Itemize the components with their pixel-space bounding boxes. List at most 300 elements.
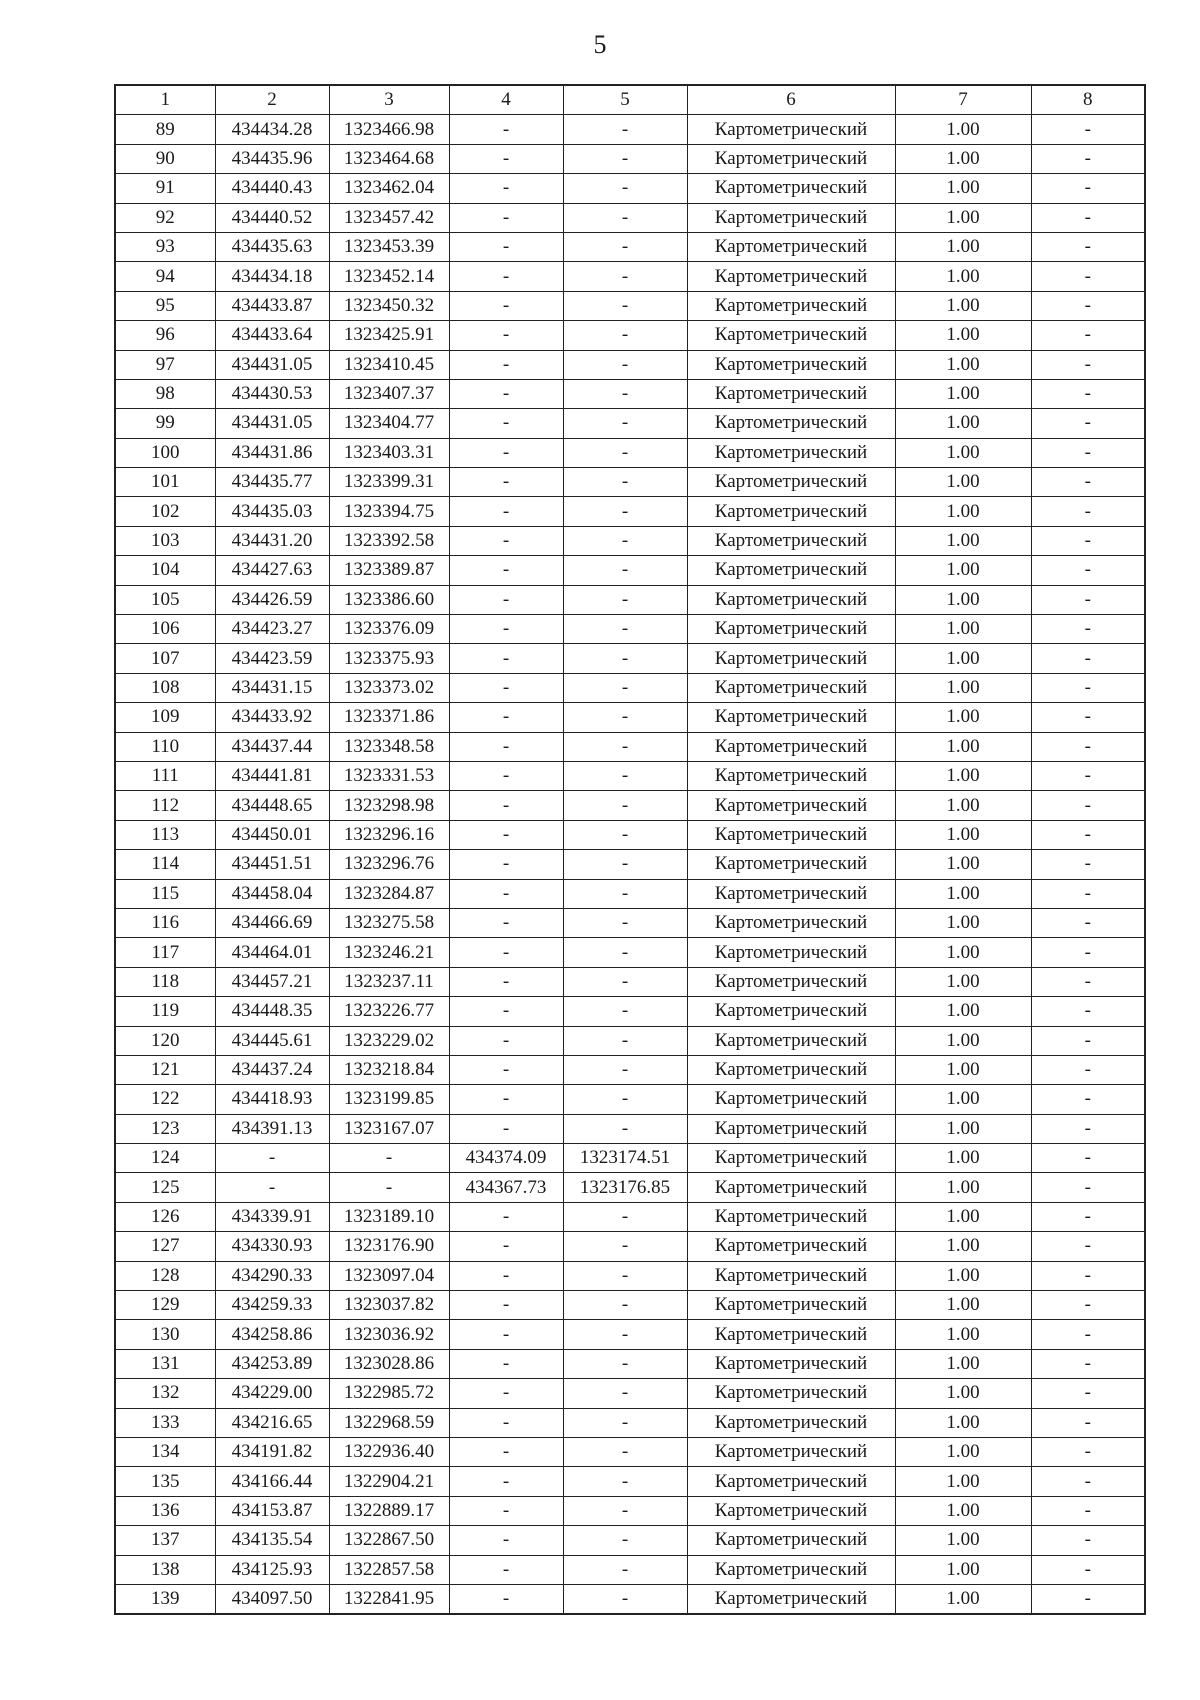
point-number-cell: 98 — [115, 379, 215, 408]
table-row — [115, 526, 1145, 555]
table-row — [115, 615, 1145, 644]
x-coordinate-cell: 434166.44 — [215, 1467, 329, 1496]
column-header: 2 — [215, 85, 329, 115]
table-row — [115, 791, 1145, 820]
point-number-cell: 89 — [115, 115, 215, 144]
y-alt-cell: - — [563, 644, 687, 673]
x-coordinate-cell: 434418.93 — [215, 1085, 329, 1114]
x-coordinate-cell: 434433.92 — [215, 703, 329, 732]
table-row — [115, 938, 1145, 967]
x-coordinate-cell: 434437.24 — [215, 1055, 329, 1084]
accuracy-cell: 1.00 — [895, 1437, 1031, 1466]
x-alt-cell: - — [449, 791, 563, 820]
y-alt-cell: - — [563, 144, 687, 173]
method-cell: Картометрический — [687, 262, 895, 291]
y-coordinate-cell: 1323284.87 — [329, 879, 449, 908]
y-coordinate-cell: 1323189.10 — [329, 1202, 449, 1231]
description-cell: - — [1031, 1173, 1145, 1202]
accuracy-cell: 1.00 — [895, 115, 1031, 144]
y-coordinate-cell: 1323199.85 — [329, 1085, 449, 1114]
method-cell: Картометрический — [687, 438, 895, 467]
y-coordinate-cell: 1323028.86 — [329, 1349, 449, 1378]
y-alt-cell: - — [563, 438, 687, 467]
point-number-cell: 93 — [115, 232, 215, 261]
x-alt-cell: - — [449, 615, 563, 644]
column-header: 8 — [1031, 85, 1145, 115]
table-row — [115, 1408, 1145, 1437]
accuracy-cell: 1.00 — [895, 1232, 1031, 1261]
description-cell: - — [1031, 791, 1145, 820]
accuracy-cell: 1.00 — [895, 1526, 1031, 1555]
point-number-cell: 115 — [115, 879, 215, 908]
x-alt-cell: - — [449, 262, 563, 291]
x-coordinate-cell: 434448.65 — [215, 791, 329, 820]
accuracy-cell: 1.00 — [895, 556, 1031, 585]
x-coordinate-cell: 434427.63 — [215, 556, 329, 585]
table-row — [115, 350, 1145, 379]
accuracy-cell: 1.00 — [895, 1144, 1031, 1173]
y-alt-cell: - — [563, 673, 687, 702]
method-cell: Картометрический — [687, 350, 895, 379]
x-coordinate-cell: 434229.00 — [215, 1379, 329, 1408]
x-coordinate-cell: 434435.63 — [215, 232, 329, 261]
method-cell: Картометрический — [687, 526, 895, 555]
table-row — [115, 1202, 1145, 1231]
x-coordinate-cell: 434451.51 — [215, 850, 329, 879]
x-alt-cell: - — [449, 820, 563, 849]
x-alt-cell: - — [449, 1026, 563, 1055]
description-cell: - — [1031, 232, 1145, 261]
x-alt-cell: - — [449, 938, 563, 967]
y-alt-cell: - — [563, 761, 687, 790]
table-row — [115, 556, 1145, 585]
x-coordinate-cell: 434431.20 — [215, 526, 329, 555]
table-row — [115, 1584, 1145, 1614]
y-coordinate-cell: 1323375.93 — [329, 644, 449, 673]
table-row — [115, 321, 1145, 350]
table-row — [115, 732, 1145, 761]
table-row — [115, 174, 1145, 203]
y-alt-cell: - — [563, 1291, 687, 1320]
method-cell: Картометрический — [687, 761, 895, 790]
method-cell: Картометрический — [687, 174, 895, 203]
y-alt-cell: - — [563, 791, 687, 820]
y-alt-cell: - — [563, 967, 687, 996]
x-alt-cell: - — [449, 232, 563, 261]
method-cell: Картометрический — [687, 1467, 895, 1496]
y-alt-cell: - — [563, 1555, 687, 1584]
point-number-cell: 125 — [115, 1173, 215, 1202]
table-row — [115, 1467, 1145, 1496]
point-number-cell: 121 — [115, 1055, 215, 1084]
description-cell: - — [1031, 321, 1145, 350]
point-number-cell: 94 — [115, 262, 215, 291]
y-coordinate-cell: 1323229.02 — [329, 1026, 449, 1055]
x-coordinate-cell: 434437.44 — [215, 732, 329, 761]
table-row — [115, 1496, 1145, 1525]
point-number-cell: 91 — [115, 174, 215, 203]
y-alt-cell: - — [563, 1261, 687, 1290]
y-coordinate-cell: 1323348.58 — [329, 732, 449, 761]
table-row — [115, 1055, 1145, 1084]
method-cell: Картометрический — [687, 203, 895, 232]
table-row — [115, 497, 1145, 526]
y-alt-cell: - — [563, 997, 687, 1026]
x-coordinate-cell: 434434.18 — [215, 262, 329, 291]
y-alt-cell: - — [563, 379, 687, 408]
y-alt-cell: - — [563, 350, 687, 379]
point-number-cell: 135 — [115, 1467, 215, 1496]
accuracy-cell: 1.00 — [895, 1320, 1031, 1349]
x-alt-cell: - — [449, 174, 563, 203]
description-cell: - — [1031, 1026, 1145, 1055]
table-row — [115, 232, 1145, 261]
y-coordinate-cell: 1323466.98 — [329, 115, 449, 144]
y-coordinate-cell: 1323425.91 — [329, 321, 449, 350]
x-coordinate-cell: 434433.87 — [215, 291, 329, 320]
description-cell: - — [1031, 585, 1145, 614]
column-header: 5 — [563, 85, 687, 115]
y-coordinate-cell: 1323246.21 — [329, 938, 449, 967]
x-coordinate-cell: - — [215, 1173, 329, 1202]
table-row — [115, 291, 1145, 320]
table-row — [115, 703, 1145, 732]
method-cell: Картометрический — [687, 1085, 895, 1114]
x-alt-cell: - — [449, 1349, 563, 1378]
table-row — [115, 850, 1145, 879]
accuracy-cell: 1.00 — [895, 732, 1031, 761]
y-alt-cell: - — [563, 1408, 687, 1437]
y-coordinate-cell: 1323464.68 — [329, 144, 449, 173]
accuracy-cell: 1.00 — [895, 1173, 1031, 1202]
table-body — [115, 115, 1145, 1614]
method-cell: Картометрический — [687, 1526, 895, 1555]
page-number: 5 — [593, 30, 607, 59]
x-coordinate-cell: 434440.43 — [215, 174, 329, 203]
point-number-cell: 95 — [115, 291, 215, 320]
x-coordinate-cell: 434464.01 — [215, 938, 329, 967]
point-number-cell: 119 — [115, 997, 215, 1026]
accuracy-cell: 1.00 — [895, 379, 1031, 408]
x-alt-cell: - — [449, 497, 563, 526]
point-number-cell: 123 — [115, 1114, 215, 1143]
table-row — [115, 379, 1145, 408]
y-alt-cell: - — [563, 321, 687, 350]
point-number-cell: 112 — [115, 791, 215, 820]
y-alt-cell: - — [563, 262, 687, 291]
table-row — [115, 1349, 1145, 1378]
table-row — [115, 468, 1145, 497]
x-coordinate-cell: 434445.61 — [215, 1026, 329, 1055]
y-alt-cell: - — [563, 115, 687, 144]
table-row — [115, 967, 1145, 996]
accuracy-cell: 1.00 — [895, 262, 1031, 291]
description-cell: - — [1031, 1085, 1145, 1114]
y-coordinate-cell: 1323275.58 — [329, 908, 449, 937]
table-row — [115, 1114, 1145, 1143]
method-cell: Картометрический — [687, 967, 895, 996]
table-row — [115, 1555, 1145, 1584]
description-cell: - — [1031, 291, 1145, 320]
y-coordinate-cell: 1323237.11 — [329, 967, 449, 996]
x-alt-cell: - — [449, 703, 563, 732]
point-number-cell: 130 — [115, 1320, 215, 1349]
accuracy-cell: 1.00 — [895, 908, 1031, 937]
x-alt-cell: 434374.09 — [449, 1144, 563, 1173]
y-coordinate-cell: 1323452.14 — [329, 262, 449, 291]
x-alt-cell: - — [449, 1291, 563, 1320]
description-cell: - — [1031, 644, 1145, 673]
table-row — [115, 1144, 1145, 1173]
method-cell: Картометрический — [687, 673, 895, 702]
x-alt-cell: - — [449, 1055, 563, 1084]
x-alt-cell: - — [449, 1555, 563, 1584]
x-coordinate-cell: 434391.13 — [215, 1114, 329, 1143]
accuracy-cell: 1.00 — [895, 850, 1031, 879]
x-alt-cell: - — [449, 1526, 563, 1555]
y-alt-cell: - — [563, 409, 687, 438]
method-cell: Картометрический — [687, 1584, 895, 1614]
x-alt-cell: - — [449, 526, 563, 555]
method-cell: Картометрический — [687, 232, 895, 261]
accuracy-cell: 1.00 — [895, 1349, 1031, 1378]
table-row — [115, 820, 1145, 849]
table-row — [115, 1173, 1145, 1202]
point-number-cell: 90 — [115, 144, 215, 173]
x-alt-cell: - — [449, 1408, 563, 1437]
point-number-cell: 131 — [115, 1349, 215, 1378]
column-header: 6 — [687, 85, 895, 115]
accuracy-cell: 1.00 — [895, 291, 1031, 320]
table-row — [115, 409, 1145, 438]
description-cell: - — [1031, 1379, 1145, 1408]
column-header: 4 — [449, 85, 563, 115]
table-row — [115, 203, 1145, 232]
table-row — [115, 1320, 1145, 1349]
x-coordinate-cell: 434423.27 — [215, 615, 329, 644]
y-alt-cell: 1323176.85 — [563, 1173, 687, 1202]
point-number-cell: 132 — [115, 1379, 215, 1408]
y-alt-cell: - — [563, 1496, 687, 1525]
accuracy-cell: 1.00 — [895, 761, 1031, 790]
column-header: 3 — [329, 85, 449, 115]
x-alt-cell: - — [449, 967, 563, 996]
point-number-cell: 102 — [115, 497, 215, 526]
method-cell: Картометрический — [687, 1261, 895, 1290]
description-cell: - — [1031, 820, 1145, 849]
accuracy-cell: 1.00 — [895, 967, 1031, 996]
method-cell: Картометрический — [687, 1555, 895, 1584]
table-row — [115, 1379, 1145, 1408]
point-number-cell: 117 — [115, 938, 215, 967]
x-coordinate-cell: 434433.64 — [215, 321, 329, 350]
description-cell: - — [1031, 1232, 1145, 1261]
point-number-cell: 129 — [115, 1291, 215, 1320]
table-row — [115, 585, 1145, 614]
description-cell: - — [1031, 1202, 1145, 1231]
y-coordinate-cell: 1323457.42 — [329, 203, 449, 232]
method-cell: Картометрический — [687, 1437, 895, 1466]
description-cell: - — [1031, 409, 1145, 438]
y-coordinate-cell: 1323371.86 — [329, 703, 449, 732]
y-coordinate-cell: 1323037.82 — [329, 1291, 449, 1320]
method-cell: Картометрический — [687, 1379, 895, 1408]
header-row — [115, 85, 1145, 115]
point-number-cell: 113 — [115, 820, 215, 849]
point-number-cell: 138 — [115, 1555, 215, 1584]
x-coordinate-cell: - — [215, 1144, 329, 1173]
x-alt-cell: - — [449, 115, 563, 144]
description-cell: - — [1031, 350, 1145, 379]
x-alt-cell: - — [449, 1584, 563, 1614]
method-cell: Картометрический — [687, 115, 895, 144]
description-cell: - — [1031, 997, 1145, 1026]
x-alt-cell: - — [449, 438, 563, 467]
y-alt-cell: - — [563, 615, 687, 644]
y-coordinate-cell: 1323331.53 — [329, 761, 449, 790]
x-alt-cell: - — [449, 321, 563, 350]
y-coordinate-cell: 1323373.02 — [329, 673, 449, 702]
accuracy-cell: 1.00 — [895, 350, 1031, 379]
description-cell: - — [1031, 1291, 1145, 1320]
accuracy-cell: 1.00 — [895, 1085, 1031, 1114]
description-cell: - — [1031, 879, 1145, 908]
accuracy-cell: 1.00 — [895, 1379, 1031, 1408]
y-alt-cell: - — [563, 468, 687, 497]
point-number-cell: 97 — [115, 350, 215, 379]
y-coordinate-cell: 1323097.04 — [329, 1261, 449, 1290]
x-alt-cell: 434367.73 — [449, 1173, 563, 1202]
x-alt-cell: - — [449, 379, 563, 408]
point-number-cell: 107 — [115, 644, 215, 673]
y-coordinate-cell: 1323218.84 — [329, 1055, 449, 1084]
x-coordinate-cell: 434430.53 — [215, 379, 329, 408]
y-alt-cell: - — [563, 1379, 687, 1408]
accuracy-cell: 1.00 — [895, 820, 1031, 849]
accuracy-cell: 1.00 — [895, 321, 1031, 350]
y-alt-cell: - — [563, 1467, 687, 1496]
method-cell: Картометрический — [687, 820, 895, 849]
method-cell: Картометрический — [687, 468, 895, 497]
y-alt-cell: - — [563, 291, 687, 320]
y-coordinate-cell: 1323176.90 — [329, 1232, 449, 1261]
point-number-cell: 105 — [115, 585, 215, 614]
x-coordinate-cell: 434426.59 — [215, 585, 329, 614]
y-coordinate-cell: 1323167.07 — [329, 1114, 449, 1143]
accuracy-cell: 1.00 — [895, 1026, 1031, 1055]
y-coordinate-cell: 1323403.31 — [329, 438, 449, 467]
table-row — [115, 1232, 1145, 1261]
x-coordinate-cell: 434153.87 — [215, 1496, 329, 1525]
accuracy-cell: 1.00 — [895, 526, 1031, 555]
y-alt-cell: - — [563, 879, 687, 908]
x-alt-cell: - — [449, 1379, 563, 1408]
x-coordinate-cell: 434259.33 — [215, 1291, 329, 1320]
method-cell: Картометрический — [687, 1291, 895, 1320]
description-cell: - — [1031, 556, 1145, 585]
point-number-cell: 116 — [115, 908, 215, 937]
accuracy-cell: 1.00 — [895, 703, 1031, 732]
table-row — [115, 262, 1145, 291]
x-alt-cell: - — [449, 144, 563, 173]
accuracy-cell: 1.00 — [895, 1555, 1031, 1584]
method-cell: Картометрический — [687, 1026, 895, 1055]
y-coordinate-cell: 1323462.04 — [329, 174, 449, 203]
x-coordinate-cell: 434253.89 — [215, 1349, 329, 1378]
point-number-cell: 128 — [115, 1261, 215, 1290]
description-cell: - — [1031, 1114, 1145, 1143]
table-row — [115, 115, 1145, 144]
table-row — [115, 908, 1145, 937]
y-coordinate-cell: 1322985.72 — [329, 1379, 449, 1408]
method-cell: Картометрический — [687, 938, 895, 967]
y-alt-cell: - — [563, 232, 687, 261]
description-cell: - — [1031, 262, 1145, 291]
table-row — [115, 1261, 1145, 1290]
y-coordinate-cell: 1323389.87 — [329, 556, 449, 585]
y-alt-cell: - — [563, 1320, 687, 1349]
point-number-cell: 92 — [115, 203, 215, 232]
x-coordinate-cell: 434135.54 — [215, 1526, 329, 1555]
method-cell: Картометрический — [687, 1320, 895, 1349]
y-coordinate-cell: 1323298.98 — [329, 791, 449, 820]
method-cell: Картометрический — [687, 1496, 895, 1525]
y-alt-cell: - — [563, 203, 687, 232]
x-coordinate-cell: 434258.86 — [215, 1320, 329, 1349]
table-row — [115, 1085, 1145, 1114]
method-cell: Картометрический — [687, 1349, 895, 1378]
x-alt-cell: - — [449, 673, 563, 702]
y-coordinate-cell: 1323394.75 — [329, 497, 449, 526]
x-alt-cell: - — [449, 291, 563, 320]
accuracy-cell: 1.00 — [895, 1114, 1031, 1143]
description-cell: - — [1031, 1555, 1145, 1584]
x-alt-cell: - — [449, 1467, 563, 1496]
description-cell: - — [1031, 1437, 1145, 1466]
x-coordinate-cell: 434450.01 — [215, 820, 329, 849]
x-alt-cell: - — [449, 409, 563, 438]
x-alt-cell: - — [449, 879, 563, 908]
x-coordinate-cell: 434448.35 — [215, 997, 329, 1026]
method-cell: Картометрический — [687, 291, 895, 320]
method-cell: Картометрический — [687, 850, 895, 879]
method-cell: Картометрический — [687, 791, 895, 820]
point-number-cell: 101 — [115, 468, 215, 497]
description-cell: - — [1031, 1526, 1145, 1555]
description-cell: - — [1031, 526, 1145, 555]
y-alt-cell: - — [563, 1055, 687, 1084]
accuracy-cell: 1.00 — [895, 997, 1031, 1026]
x-alt-cell: - — [449, 1114, 563, 1143]
point-number-cell: 120 — [115, 1026, 215, 1055]
x-coordinate-cell: 434290.33 — [215, 1261, 329, 1290]
y-coordinate-cell: 1323399.31 — [329, 468, 449, 497]
table-row — [115, 879, 1145, 908]
accuracy-cell: 1.00 — [895, 673, 1031, 702]
accuracy-cell: 1.00 — [895, 1584, 1031, 1614]
coordinates-table — [114, 84, 1146, 1615]
method-cell: Картометрический — [687, 144, 895, 173]
y-alt-cell: - — [563, 703, 687, 732]
point-number-cell: 137 — [115, 1526, 215, 1555]
y-alt-cell: - — [563, 1085, 687, 1114]
description-cell: - — [1031, 144, 1145, 173]
point-number-cell: 114 — [115, 850, 215, 879]
y-alt-cell: - — [563, 174, 687, 203]
y-alt-cell: - — [563, 820, 687, 849]
x-coordinate-cell: 434191.82 — [215, 1437, 329, 1466]
description-cell: - — [1031, 615, 1145, 644]
